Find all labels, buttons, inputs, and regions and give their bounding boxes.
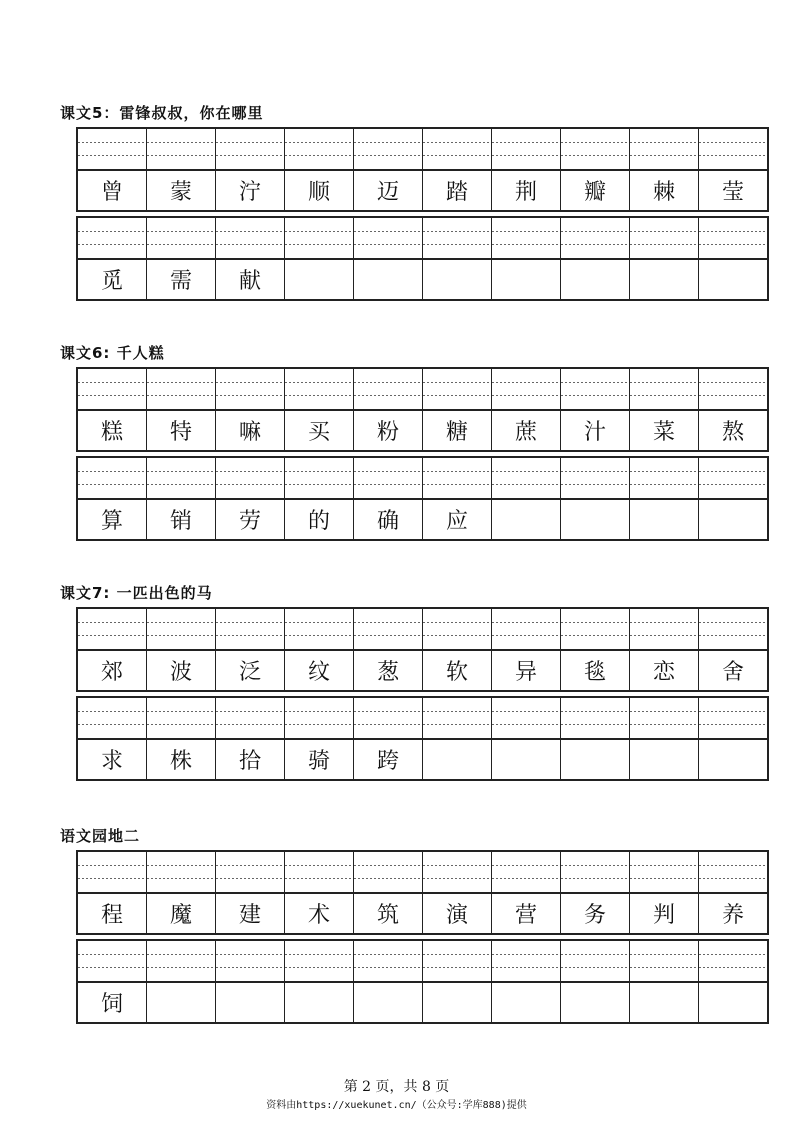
character-cell: 顺 <box>285 171 354 210</box>
grid-band <box>76 939 769 1024</box>
character-cell: 异 <box>492 651 561 690</box>
character-cell: 求 <box>78 740 147 779</box>
pinyin-cell[interactable] <box>630 458 699 498</box>
pinyin-cell[interactable] <box>492 218 561 258</box>
character-cell <box>285 983 354 1022</box>
character-cell <box>285 260 354 299</box>
character-cell: 毯 <box>561 651 630 690</box>
character-cell <box>354 260 423 299</box>
pinyin-cell[interactable] <box>78 609 147 649</box>
character-cell <box>561 500 630 539</box>
pinyin-cell[interactable] <box>216 941 285 981</box>
pinyin-cell[interactable] <box>78 852 147 892</box>
pinyin-cell[interactable] <box>423 458 492 498</box>
character-cell: 务 <box>561 894 630 933</box>
pinyin-cell[interactable] <box>216 698 285 738</box>
section-title: 课文7: 一匹出色的马 <box>60 584 213 602</box>
pinyin-cell[interactable] <box>216 609 285 649</box>
character-cell: 泛 <box>216 651 285 690</box>
pinyin-cell[interactable] <box>630 218 699 258</box>
character-row <box>78 411 767 450</box>
page-number: 第 2 页，共 8 页 <box>343 1079 450 1095</box>
pinyin-row <box>78 458 767 500</box>
pinyin-row <box>78 609 767 651</box>
pinyin-cell[interactable] <box>354 941 423 981</box>
character-cell <box>423 260 492 299</box>
character-cell: 程 <box>78 894 147 933</box>
pinyin-cell[interactable] <box>78 458 147 498</box>
character-cell: 蒙 <box>147 171 216 210</box>
character-cell <box>630 500 699 539</box>
pinyin-cell[interactable] <box>285 218 354 258</box>
pinyin-cell[interactable] <box>699 941 767 981</box>
character-cell: 莹 <box>721 180 744 205</box>
character-cell: 迈 <box>354 171 423 210</box>
grid-band <box>76 607 769 692</box>
source-note: 资料由https://xuekunet.cn/（公众号:学库888)提供 <box>266 1100 527 1111</box>
character-cell <box>561 260 630 299</box>
pinyin-cell[interactable] <box>561 852 630 892</box>
character-cell: 骑 <box>285 740 354 779</box>
character-cell <box>699 740 767 779</box>
pinyin-cell[interactable] <box>492 129 561 169</box>
pinyin-cell[interactable] <box>354 609 423 649</box>
pinyin-cell[interactable] <box>630 609 699 649</box>
pinyin-cell[interactable] <box>423 218 492 258</box>
character-cell: 汁 <box>561 411 630 450</box>
character-row <box>78 500 767 539</box>
character-cell: 蔗 <box>492 411 561 450</box>
character-cell: 曾 <box>78 171 147 210</box>
pinyin-cell[interactable] <box>285 609 354 649</box>
character-cell: 的 <box>285 500 354 539</box>
pinyin-row <box>78 218 767 260</box>
pinyin-cell[interactable] <box>492 458 561 498</box>
section-title: 课文5：雷锋叔叔，你在哪里 <box>60 104 264 122</box>
grid-band <box>76 850 769 935</box>
character-cell: 筑 <box>354 894 423 933</box>
pinyin-cell[interactable] <box>492 698 561 738</box>
pinyin-cell[interactable] <box>285 458 354 498</box>
pinyin-cell[interactable] <box>216 369 285 409</box>
character-cell <box>423 983 492 1022</box>
character-cell: 觅 <box>78 260 147 299</box>
pinyin-cell[interactable] <box>630 698 699 738</box>
character-cell: 应 <box>423 500 492 539</box>
character-cell: 献 <box>216 260 285 299</box>
pinyin-cell[interactable] <box>147 609 216 649</box>
character-cell <box>492 500 561 539</box>
pinyin-cell[interactable] <box>423 129 492 169</box>
character-cell: 泞 <box>216 171 285 210</box>
pinyin-cell[interactable] <box>147 458 216 498</box>
character-cell <box>699 983 767 1022</box>
character-cell: 特 <box>147 411 216 450</box>
pinyin-cell[interactable] <box>699 852 767 892</box>
pinyin-cell[interactable] <box>423 941 492 981</box>
section-title: 课文6: 千人糕 <box>60 344 165 362</box>
section-title: 语文园地二 <box>60 827 141 845</box>
pinyin-cell[interactable] <box>699 129 767 169</box>
pinyin-cell[interactable] <box>492 609 561 649</box>
character-cell: 判 <box>630 894 699 933</box>
pinyin-row <box>78 369 767 411</box>
pinyin-cell[interactable] <box>78 369 147 409</box>
character-cell: 拾 <box>216 740 285 779</box>
pinyin-cell[interactable] <box>147 941 216 981</box>
pinyin-row <box>78 698 767 740</box>
pinyin-cell[interactable] <box>699 698 767 738</box>
character-cell: 魔 <box>147 894 216 933</box>
pinyin-cell[interactable] <box>561 218 630 258</box>
pinyin-cell[interactable] <box>78 698 147 738</box>
character-cell <box>147 983 216 1022</box>
character-cell <box>216 983 285 1022</box>
character-cell: 养 <box>721 903 744 928</box>
character-row <box>78 260 767 299</box>
pinyin-cell[interactable] <box>492 941 561 981</box>
character-cell <box>492 740 561 779</box>
pinyin-row <box>78 129 767 171</box>
pinyin-cell[interactable] <box>354 458 423 498</box>
pinyin-cell[interactable] <box>78 129 147 169</box>
pinyin-cell[interactable] <box>561 129 630 169</box>
pinyin-cell[interactable] <box>492 369 561 409</box>
character-cell: 葱 <box>354 651 423 690</box>
character-cell: 演 <box>423 894 492 933</box>
character-cell: 菜 <box>630 411 699 450</box>
grid-band <box>76 696 769 781</box>
pinyin-cell[interactable] <box>147 218 216 258</box>
pinyin-cell[interactable] <box>216 458 285 498</box>
pinyin-cell[interactable] <box>423 698 492 738</box>
pinyin-row <box>78 852 767 894</box>
character-cell <box>630 260 699 299</box>
character-cell: 郊 <box>78 651 147 690</box>
pinyin-cell[interactable] <box>561 698 630 738</box>
character-cell: 确 <box>354 500 423 539</box>
writing-grid <box>76 607 769 781</box>
pinyin-cell[interactable] <box>699 458 767 498</box>
pinyin-cell[interactable] <box>285 941 354 981</box>
pinyin-cell[interactable] <box>630 369 699 409</box>
pinyin-cell[interactable] <box>285 698 354 738</box>
pinyin-cell[interactable] <box>699 218 767 258</box>
character-cell <box>699 260 767 299</box>
character-cell: 恋 <box>630 651 699 690</box>
pinyin-cell[interactable] <box>699 609 767 649</box>
character-cell <box>561 740 630 779</box>
character-row <box>78 651 767 690</box>
character-cell: 饲 <box>78 983 147 1022</box>
pinyin-cell[interactable] <box>630 129 699 169</box>
character-cell <box>630 740 699 779</box>
character-cell: 软 <box>423 651 492 690</box>
pinyin-cell[interactable] <box>216 129 285 169</box>
character-row <box>78 983 767 1022</box>
pinyin-cell[interactable] <box>630 852 699 892</box>
character-row <box>78 894 767 933</box>
pinyin-row <box>78 941 767 983</box>
character-cell: 买 <box>285 411 354 450</box>
pinyin-cell[interactable] <box>699 369 767 409</box>
grid-band <box>76 367 769 452</box>
character-cell: 需 <box>147 260 216 299</box>
pinyin-cell[interactable] <box>561 941 630 981</box>
character-row <box>78 171 767 210</box>
character-cell <box>423 740 492 779</box>
pinyin-cell[interactable] <box>423 369 492 409</box>
character-cell: 纹 <box>285 651 354 690</box>
character-cell: 糖 <box>423 411 492 450</box>
pinyin-cell[interactable] <box>285 369 354 409</box>
pinyin-cell[interactable] <box>147 369 216 409</box>
character-cell: 术 <box>285 894 354 933</box>
pinyin-cell[interactable] <box>354 218 423 258</box>
character-cell: 荆 <box>492 171 561 210</box>
character-cell <box>354 983 423 1022</box>
grid-band <box>76 216 769 301</box>
grid-band <box>76 456 769 541</box>
character-cell <box>492 983 561 1022</box>
pinyin-cell[interactable] <box>423 852 492 892</box>
character-cell: 算 <box>78 500 147 539</box>
pinyin-cell[interactable] <box>216 218 285 258</box>
pinyin-cell[interactable] <box>561 458 630 498</box>
character-cell: 瓣 <box>561 171 630 210</box>
character-cell <box>561 983 630 1022</box>
pinyin-cell[interactable] <box>147 852 216 892</box>
character-cell: 销 <box>147 500 216 539</box>
character-cell: 建 <box>216 894 285 933</box>
character-cell: 舍 <box>721 660 744 685</box>
character-row <box>78 740 767 779</box>
pinyin-cell[interactable] <box>147 129 216 169</box>
character-cell: 糕 <box>78 411 147 450</box>
pinyin-cell[interactable] <box>78 941 147 981</box>
character-cell: 株 <box>147 740 216 779</box>
character-cell: 波 <box>147 651 216 690</box>
grid-band <box>76 127 769 212</box>
character-cell: 棘 <box>630 171 699 210</box>
pinyin-cell[interactable] <box>423 609 492 649</box>
pinyin-cell[interactable] <box>630 941 699 981</box>
writing-grid <box>76 367 769 541</box>
character-cell: 跨 <box>354 740 423 779</box>
character-cell <box>630 983 699 1022</box>
character-cell: 粉 <box>354 411 423 450</box>
character-cell <box>492 260 561 299</box>
pinyin-cell[interactable] <box>216 852 285 892</box>
character-cell <box>699 500 767 539</box>
character-cell: 劳 <box>216 500 285 539</box>
character-cell: 营 <box>492 894 561 933</box>
pinyin-cell[interactable] <box>561 369 630 409</box>
character-cell: 踏 <box>423 171 492 210</box>
pinyin-cell[interactable] <box>285 852 354 892</box>
character-cell: 熬 <box>721 420 744 445</box>
writing-grid <box>76 850 769 1024</box>
pinyin-cell[interactable] <box>561 609 630 649</box>
writing-grid <box>76 127 769 301</box>
pinyin-cell[interactable] <box>354 698 423 738</box>
pinyin-cell[interactable] <box>78 218 147 258</box>
character-cell: 嘛 <box>216 411 285 450</box>
pinyin-cell[interactable] <box>354 852 423 892</box>
pinyin-cell[interactable] <box>354 369 423 409</box>
pinyin-cell[interactable] <box>285 129 354 169</box>
pinyin-cell[interactable] <box>492 852 561 892</box>
pinyin-cell[interactable] <box>354 129 423 169</box>
pinyin-cell[interactable] <box>147 698 216 738</box>
